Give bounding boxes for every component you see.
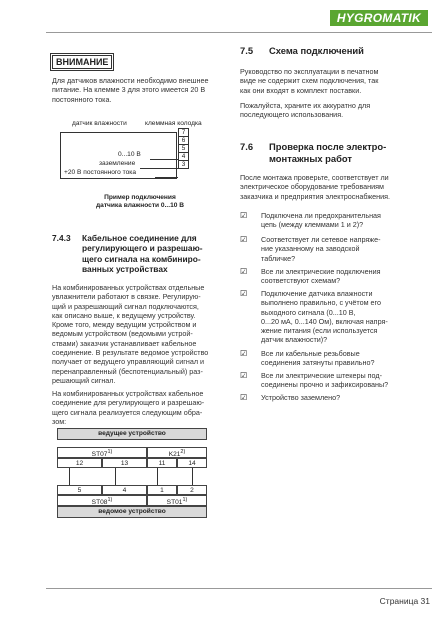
- item-text: [261, 235, 381, 263]
- text-line: На комбинированных устройствах отдельные: [52, 283, 205, 292]
- terminal-label: клеммная колодка: [145, 120, 202, 127]
- text-line: заказчика и предприятия электроснабжения.: [240, 191, 391, 201]
- ground-label: заземление: [99, 160, 136, 167]
- text-line: щего сигнала реализуется следующим обра-: [52, 407, 203, 417]
- text-line: щий и разрешающий сигнал подключаются,: [52, 301, 199, 311]
- text-line: перенаправленный (беспотенциальный) раз-: [52, 366, 203, 376]
- title-line: ванных устройствах: [82, 263, 168, 274]
- text-line: датчик влажности)?: [261, 335, 328, 345]
- item-text: [261, 211, 381, 230]
- text-line: После монтажа проверьте, соответствует ли: [240, 173, 389, 182]
- text-line: как описано выше, к ведущему устройству.: [52, 310, 196, 320]
- terminal-11: 11: [147, 458, 177, 468]
- title-line: регулирующего и разрешаю-: [82, 243, 203, 254]
- checkbox-checked-icon: ☑: [240, 349, 248, 358]
- footnote-1: 1): [107, 449, 113, 455]
- warning-text: [52, 76, 222, 104]
- footer-divider: [46, 588, 432, 589]
- title-line: монтажных работ: [269, 153, 352, 164]
- wire-ground: [140, 168, 178, 169]
- text-line: Пожалуйста, храните их аккуратно для: [240, 101, 371, 110]
- terminal-2: 2: [177, 485, 207, 495]
- diagram1-caption: [80, 194, 200, 211]
- k21-label: K21: [168, 451, 181, 459]
- text-line: ведомым устройством (ведомыми устрой-: [52, 329, 193, 339]
- checklist-item: [240, 267, 420, 289]
- text-line: соединены прочно и зафиксированы?: [261, 380, 389, 390]
- checklist-item: [240, 289, 420, 349]
- k21-connector: [147, 447, 207, 458]
- terminal-pin: 6: [179, 137, 189, 145]
- title-line: щего сигнала на комбиниро-: [82, 253, 201, 264]
- item-text: [261, 393, 340, 402]
- text-line: выходного сигнала (0...10 В,: [261, 307, 356, 317]
- terminal-4: 4: [102, 485, 147, 495]
- checklist-item: [240, 393, 420, 407]
- text-line: Руководство по эксплуатации в печатном: [240, 67, 379, 76]
- checklist: [240, 211, 420, 407]
- checkbox-checked-icon: ☑: [240, 211, 248, 220]
- checklist-item: [240, 349, 420, 371]
- item-text: [261, 349, 375, 368]
- wire: [192, 468, 193, 485]
- text-line: Все ли электрические подключения: [261, 267, 381, 276]
- text-line: Все ли электрические штекеры под-: [261, 371, 382, 380]
- text-line: решающий сигнал.: [52, 375, 116, 385]
- text-line: Подключение датчика влажности: [261, 289, 373, 298]
- terminal-pin: 3: [179, 161, 189, 169]
- checkbox-checked-icon: ☑: [240, 267, 248, 276]
- terminal-block: [178, 128, 189, 169]
- wire-10v: [150, 159, 178, 160]
- paragraph-2: [52, 389, 222, 426]
- text-line: ние указанному на заводской: [261, 244, 360, 254]
- text-line: соответствуют схемам?: [261, 276, 341, 286]
- st08-label: ST08: [91, 499, 108, 507]
- checklist-item: [240, 235, 420, 267]
- section-75-paragraph-2: [240, 101, 410, 120]
- text-line: 0...20 мА, 0...140 Ом), включая напря-: [261, 316, 388, 326]
- master-device-label: ведущее устройство: [57, 428, 207, 440]
- footnote-1: 1): [107, 497, 113, 503]
- section-76-paragraph: [240, 173, 418, 201]
- page-number: Страница 31: [379, 596, 430, 606]
- wire-power: [155, 177, 178, 178]
- warning-line: Для датчиков влажности необходимо внешнее: [52, 76, 209, 85]
- text-line: виде не содержит схем подключения, так: [240, 76, 379, 86]
- text-line: зом:: [52, 416, 67, 426]
- wire: [69, 468, 70, 485]
- item-text: [261, 267, 381, 286]
- section-76-title: [269, 141, 419, 165]
- text-line: получает от ведущего управляющий сигнал и: [52, 357, 205, 367]
- signal-10v-label: 0...10 В: [118, 151, 141, 158]
- text-line: Кроме того, между ведущим устройством и: [52, 320, 197, 330]
- footnote-2: 2): [180, 449, 186, 455]
- section-743-number: 7.4.3: [52, 233, 71, 243]
- item-text: [261, 289, 388, 345]
- text-line: Устройство заземлено?: [261, 393, 341, 402]
- text-line: электрическое оборудование требованиям: [240, 182, 384, 192]
- caption-line: Пример подключения: [104, 194, 176, 201]
- brand-logo: HYGROMATIK: [330, 10, 428, 26]
- text-line: как они входят в комплект поставки.: [240, 85, 362, 95]
- terminal-12: 12: [57, 458, 102, 468]
- text-line: увлажнители работают в связке. Регулирую-: [52, 292, 201, 302]
- text-line: соединения затянуты правильно?: [261, 358, 375, 368]
- sensor-label: датчик влажности: [72, 120, 127, 127]
- caption-line: датчика влажности 0...10 В: [95, 202, 185, 210]
- terminal-5: 5: [57, 485, 102, 495]
- wire: [157, 468, 158, 485]
- text-line: жение питания (если используется: [261, 326, 378, 336]
- text-line: соединение. В результате ведомое устройство: [52, 348, 209, 358]
- section-75-number: 7.5: [240, 45, 254, 56]
- warning-line: питание. На клемме 3 для этого имеется 20 В: [52, 85, 206, 95]
- text-line: На комбинированных устройствах кабельное: [52, 389, 204, 398]
- st08-connector: [57, 495, 147, 506]
- title-line: Проверка после электро-: [269, 141, 387, 152]
- section-743-title: [82, 233, 217, 274]
- st07-connector: [57, 447, 147, 458]
- text-line: Подключена ли предохранительная: [261, 211, 381, 220]
- text-line: ствами) заказчик устанавливает кабельное: [52, 338, 197, 348]
- text-line: табличке?: [261, 253, 296, 263]
- checkbox-checked-icon: ☑: [240, 235, 248, 244]
- terminal-pin: 7: [179, 129, 189, 137]
- terminal-1: 1: [147, 485, 177, 495]
- master-slave-diagram: [57, 428, 207, 558]
- warning-line: постоянного тока.: [52, 94, 112, 104]
- paragraph-1: [52, 283, 222, 385]
- text-line: последующего использования.: [240, 110, 344, 120]
- terminal-13: 13: [102, 458, 147, 468]
- checklist-item: [240, 211, 420, 235]
- st01-connector: [147, 495, 207, 506]
- checkbox-checked-icon: ☑: [240, 289, 248, 298]
- text-line: Соответствует ли сетевое напряже-: [261, 235, 381, 244]
- text-line: цепь (между клеммами 1 и 2)?: [261, 220, 364, 230]
- power-label: +20 В постоянного тока: [64, 169, 136, 176]
- checkbox-checked-icon: ☑: [240, 371, 248, 380]
- text-line: соединение для регулирующего и разрешаю-: [52, 398, 205, 408]
- footnote-1: 1): [182, 497, 188, 503]
- warning-title: ВНИМАНИЕ: [52, 55, 112, 69]
- terminal-pin: 5: [179, 145, 189, 153]
- st07-label: ST07: [91, 451, 108, 459]
- section-76-number: 7.6: [240, 141, 254, 152]
- section-75-paragraph-1: [240, 67, 410, 95]
- title-line: Кабельное соединение для: [82, 233, 197, 243]
- checklist-item: [240, 371, 420, 393]
- terminal-14: 14: [177, 458, 207, 468]
- slave-device-label: ведомое устройство: [57, 506, 207, 518]
- checkbox-checked-icon: ☑: [240, 393, 248, 402]
- st01-label: ST01: [166, 499, 183, 507]
- item-text: [261, 371, 388, 390]
- header-divider: [46, 32, 432, 33]
- section-75-title: Схема подключений: [269, 45, 364, 56]
- wire: [115, 468, 116, 485]
- text-line: Все ли кабельные резьбовые: [261, 349, 360, 358]
- text-line: выполнено правильно, с учётом его: [261, 298, 381, 308]
- terminal-pin: 4: [179, 153, 189, 161]
